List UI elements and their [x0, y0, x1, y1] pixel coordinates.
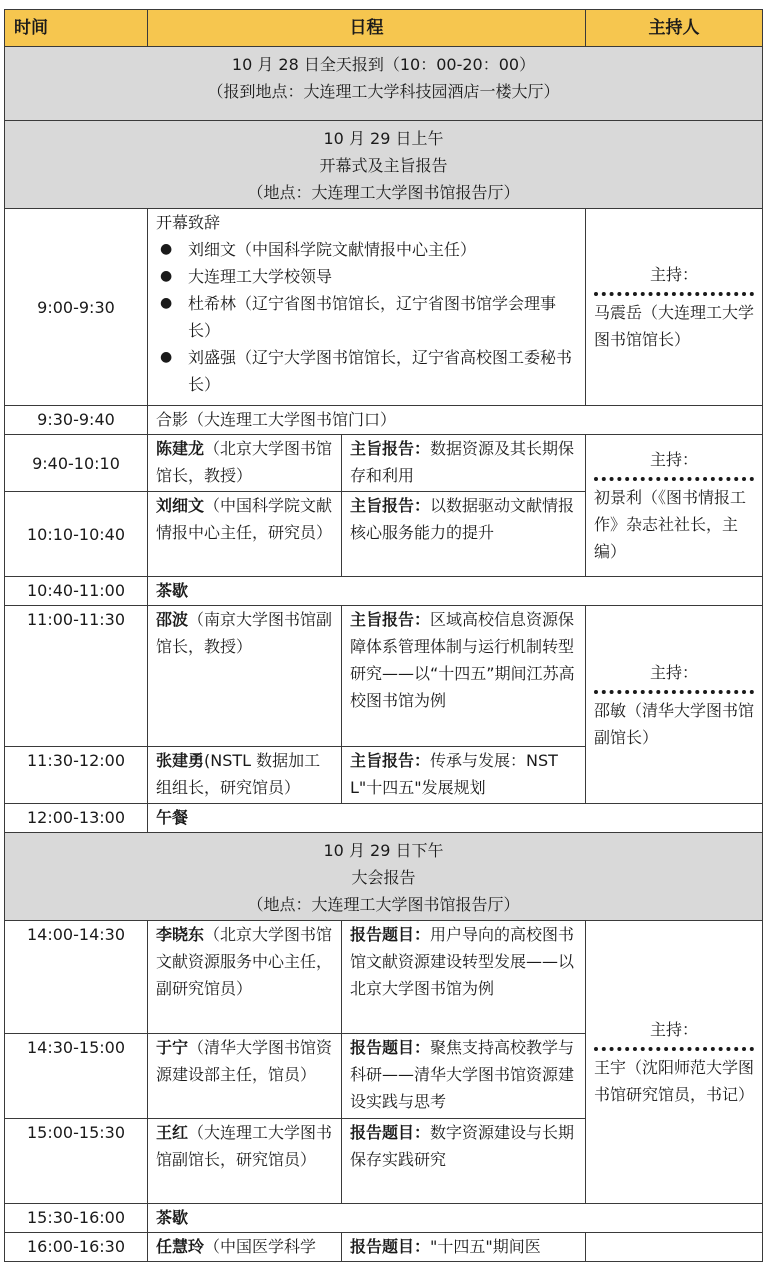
opening-item [156, 290, 577, 344]
talk-row [5, 606, 763, 747]
talk-row [5, 1233, 763, 1262]
host-label: 主持： [649, 450, 698, 469]
speaker-info: （北京大学图书馆馆长，教授） [156, 439, 333, 485]
speaker-name: 于宁 [156, 1038, 189, 1057]
host-name: 初景利（《图书情报工作》杂志社社长，主编） [594, 488, 747, 561]
speaker-info: （中国医学科学 [204, 1237, 317, 1256]
opening-item-text: 刘盛强（辽宁大学图书馆馆长，辽宁省高校图工委秘书长） [188, 348, 573, 394]
break-row [5, 1204, 763, 1233]
dotted-divider [594, 690, 754, 694]
lunch-text: 午餐 [148, 804, 763, 833]
topic-tag: 报告题目： [350, 1123, 431, 1142]
lunch-row [5, 804, 763, 833]
talk-row [5, 921, 763, 1034]
header-row [5, 10, 763, 47]
speaker-info: （中国科学院文献情报中心主任，研究员） [156, 496, 333, 542]
talk-topic [342, 1119, 586, 1204]
host-name: 马震岳（大连理工大学图书馆馆长） [594, 303, 755, 349]
host-cell-3 [586, 921, 763, 1204]
break-text: 茶歇 [148, 577, 763, 606]
host-cell-1 [586, 435, 763, 577]
host-label: 主持： [649, 265, 698, 284]
schedule-table [4, 9, 763, 1262]
topic-text: 以数据驱动文献情报核心服务能力的提升 [350, 496, 575, 542]
speaker-name: 王红 [156, 1123, 189, 1142]
talk-time: 14:00-14:30 [5, 921, 148, 1034]
talk-time: 16:00-16:30 [5, 1233, 148, 1262]
topic-tag: 报告题目： [350, 925, 431, 944]
speaker-info: （清华大学图书馆资源建设部主任，馆员） [156, 1038, 333, 1084]
lunch-time: 12:00-13:00 [5, 804, 148, 833]
registration-row [5, 47, 763, 121]
topic-text: 传承与发展：NSTL"十四五"发展规划 [350, 751, 558, 797]
topic-text: "十四五"期间医 [430, 1237, 541, 1256]
talk-time: 15:00-15:30 [5, 1119, 148, 1204]
opening-host-cell [586, 209, 763, 406]
host-label: 主持： [649, 662, 698, 682]
afternoon-section-cell [5, 833, 763, 921]
afternoon-place: （地点：大连理工大学图书馆报告厅） [247, 895, 520, 914]
speaker-info: (NSTL 数据加工组组长，研究馆员） [156, 751, 321, 797]
header-time: 时间 [5, 10, 148, 47]
talk-speaker [148, 435, 342, 492]
break-text: 茶歇 [148, 1204, 763, 1233]
talk-time: 9:40-10:10 [5, 435, 148, 492]
topic-tag: 主旨报告： [350, 439, 431, 458]
photo-text: 合影（大连理工大学图书馆门口） [148, 406, 763, 435]
morning-section-cell [5, 121, 763, 209]
speaker-name: 李晓东 [156, 925, 205, 944]
dotted-divider [594, 292, 754, 296]
opening-item-text: 大连理工大学校领导 [188, 267, 333, 286]
topic-text: 数据资源及其长期保存和利用 [350, 439, 575, 485]
break-time: 10:40-11:00 [5, 577, 148, 606]
speaker-info: （北京大学图书馆文献资源服务中心主任，副研究馆员） [156, 925, 333, 998]
break-time: 15:30-16:00 [5, 1204, 148, 1233]
afternoon-date: 10 月 29 日下午 [323, 841, 444, 860]
topic-tag: 报告题目： [350, 1237, 431, 1256]
morning-title: 开幕式及主旨报告 [319, 156, 448, 175]
opening-item-text: 刘细文（中国科学院文献情报中心主任） [188, 240, 477, 259]
talk-speaker [148, 921, 342, 1034]
talk-time: 14:30-15:00 [5, 1034, 148, 1119]
opening-item [156, 236, 577, 263]
speaker-name: 刘细文 [156, 496, 205, 515]
bullet-icon: ● [160, 349, 173, 365]
registration-date: 10 月 28 日全天报到（10：00-20：00） [231, 55, 536, 74]
talk-topic [342, 747, 586, 804]
host-cell-2 [586, 606, 763, 804]
talk-speaker [148, 1119, 342, 1204]
talk-speaker [148, 747, 342, 804]
opening-item [156, 344, 577, 398]
bullet-icon: ● [160, 268, 173, 284]
opening-item [156, 263, 577, 290]
speaker-info: （大连理工大学图书馆副馆长，研究馆员） [156, 1123, 333, 1169]
topic-tag: 主旨报告： [350, 496, 431, 515]
dotted-divider [594, 477, 754, 481]
talk-topic [342, 1034, 586, 1119]
speaker-name: 陈建龙 [156, 439, 205, 458]
photo-row [5, 406, 763, 435]
talk-topic [342, 435, 586, 492]
header-host: 主持人 [586, 10, 763, 47]
speaker-name: 邵波 [156, 610, 189, 629]
talk-topic [342, 921, 586, 1034]
talk-row [5, 435, 763, 492]
talk-topic [342, 1233, 586, 1262]
talk-topic [342, 492, 586, 577]
speaker-name: 任慧玲 [156, 1237, 205, 1256]
talk-speaker [148, 492, 342, 577]
talk-time: 10:10-10:40 [5, 492, 148, 577]
opening-row [5, 209, 763, 406]
break-row [5, 577, 763, 606]
registration-place: （报到地点：大连理工大学科技园酒店一楼大厅） [207, 82, 560, 101]
host-cell-4 [586, 1233, 763, 1262]
topic-text: 聚焦支持高校教学与科研——清华大学图书馆资源建设实践与思考 [350, 1038, 575, 1111]
speaker-name: 张建勇 [156, 751, 205, 770]
speaker-info: （南京大学图书馆副馆长，教授） [156, 610, 333, 656]
registration-cell [5, 47, 763, 121]
photo-time: 9:30-9:40 [5, 406, 148, 435]
topic-tag: 主旨报告： [350, 610, 431, 629]
topic-tag: 报告题目： [350, 1038, 431, 1057]
talk-topic [342, 606, 586, 747]
host-name: 邵敏（清华大学图书馆副馆长） [594, 700, 755, 747]
talk-speaker [148, 1034, 342, 1119]
afternoon-title: 大会报告 [351, 868, 416, 887]
talk-speaker [148, 1233, 342, 1262]
host-name: 王宇（沈阳师范大学图书馆研究馆员，书记） [594, 1058, 755, 1104]
topic-text: 用户导向的高校图书馆文献资源建设转型发展——以北京大学图书馆为例 [350, 925, 575, 998]
opening-item-text: 杜希林（辽宁省图书馆馆长，辽宁省图书馆学会理事长） [188, 294, 557, 340]
morning-date: 10 月 29 日上午 [323, 129, 444, 148]
dotted-divider [594, 1047, 754, 1051]
bullet-icon: ● [160, 295, 173, 311]
talk-time: 11:30-12:00 [5, 747, 148, 804]
host-label: 主持： [649, 1020, 698, 1039]
opening-cell [148, 209, 586, 406]
topic-tag: 主旨报告： [350, 751, 431, 770]
opening-title: 开幕致辞 [156, 213, 221, 232]
bullet-icon: ● [160, 241, 173, 257]
talk-speaker [148, 606, 342, 747]
morning-section-row [5, 121, 763, 209]
topic-text: 区域高校信息资源保障体系管理体制与运行机制转型研究——以“十四五”期间江苏高校图书馆为例 [350, 610, 575, 710]
header-agenda: 日程 [148, 10, 586, 47]
morning-place: （地点：大连理工大学图书馆报告厅） [247, 183, 520, 202]
topic-text: 数字资源建设与长期保存实践研究 [350, 1123, 575, 1169]
opening-time: 9:00-9:30 [5, 209, 148, 406]
talk-time: 11:00-11:30 [5, 606, 148, 747]
afternoon-section-row [5, 833, 763, 921]
